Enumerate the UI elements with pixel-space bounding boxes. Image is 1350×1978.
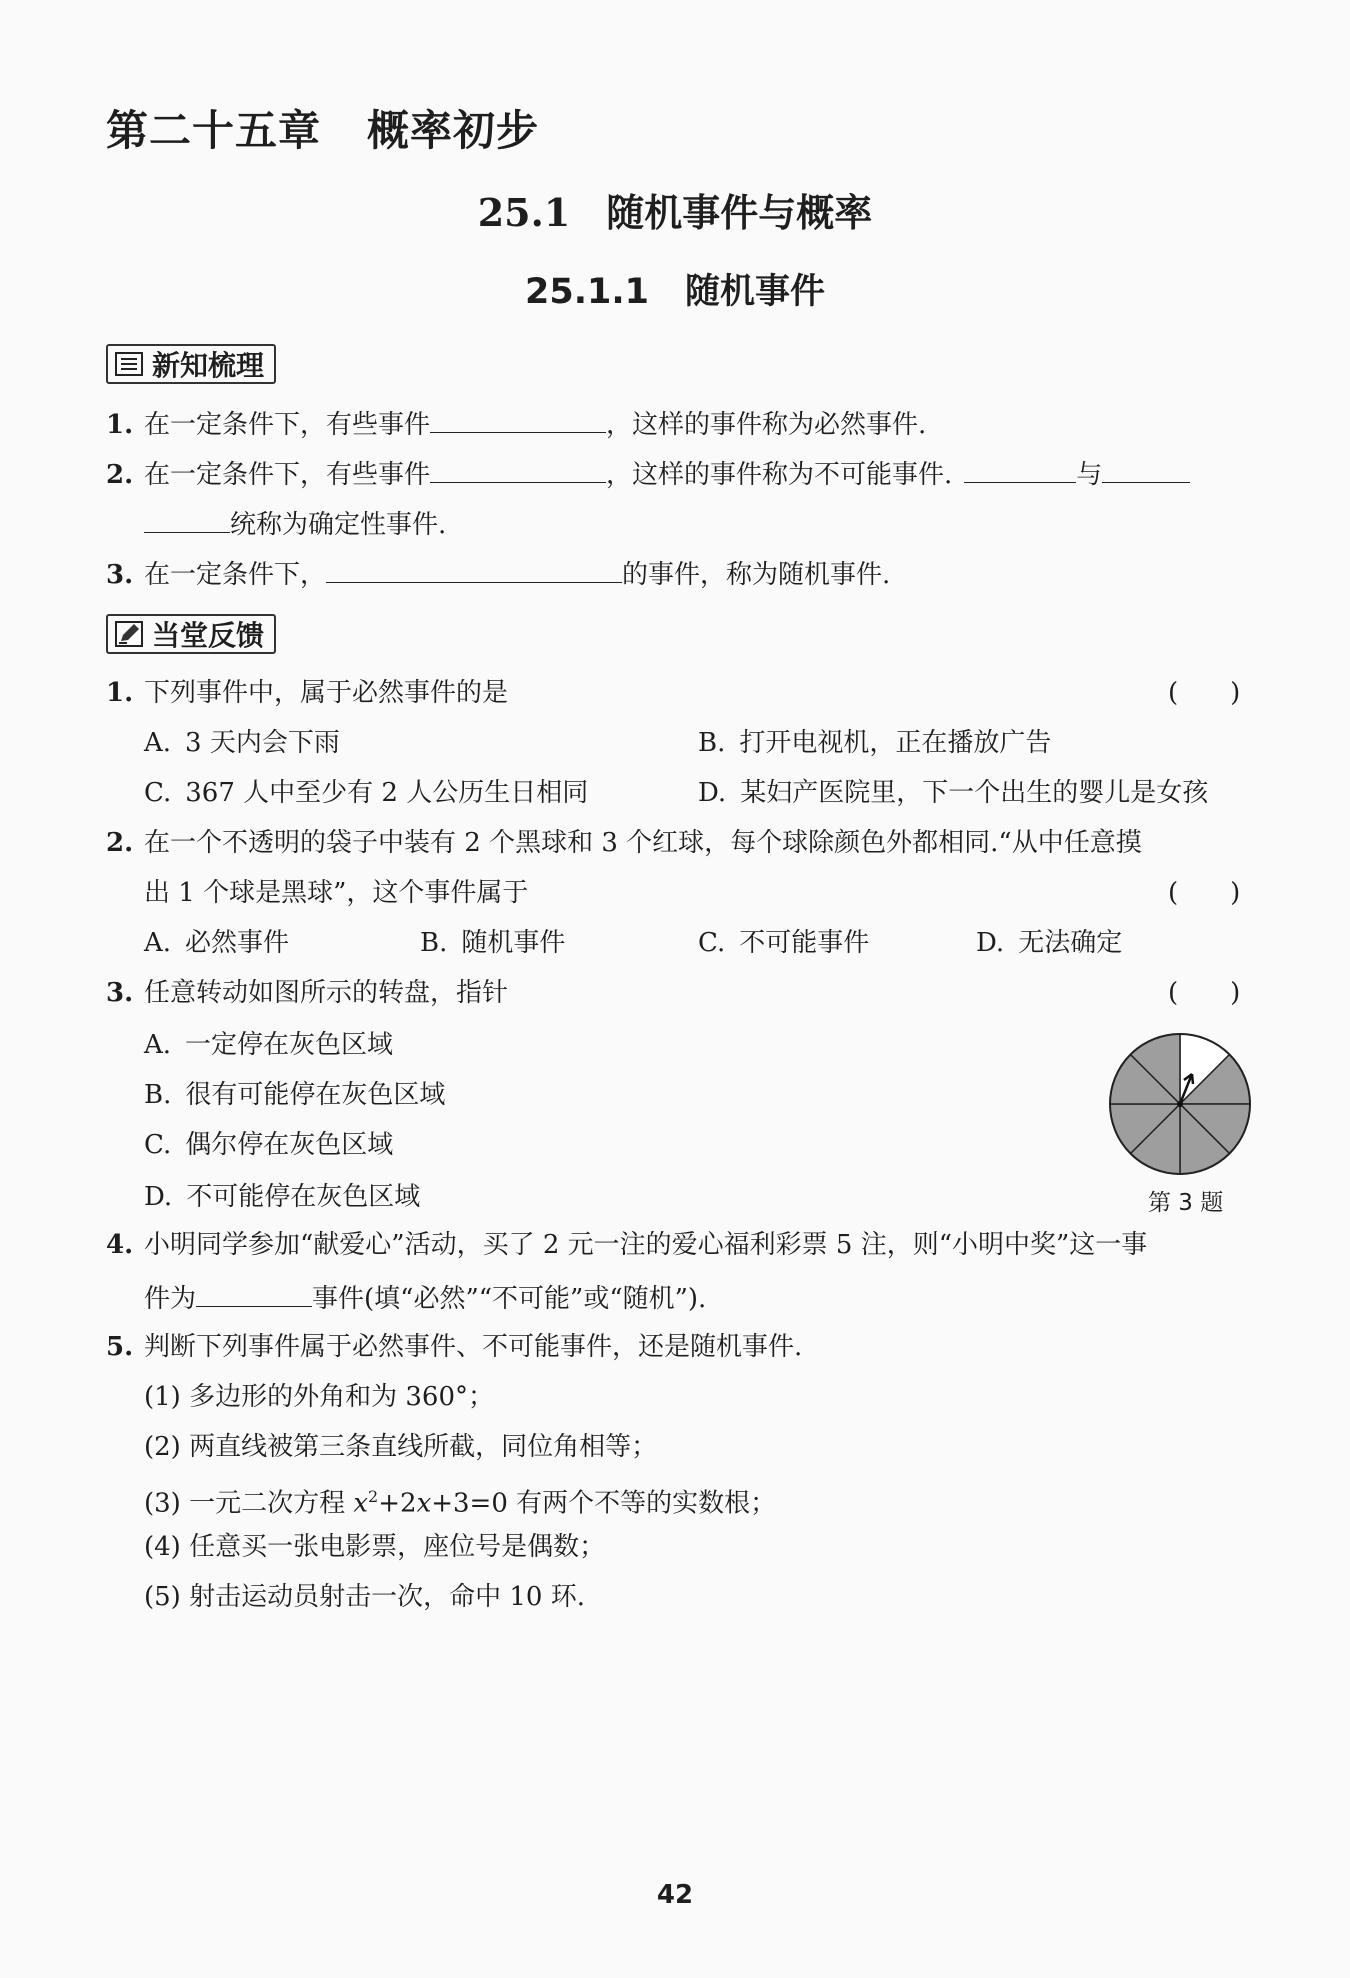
sub-question-1: (1) 多边形的外角和为 360°； (144, 1382, 495, 1412)
question-4-stem-cont: 件为 事件(填“必然”“不可能”或“随机”). (144, 1280, 706, 1316)
option-a[interactable]: A. 3 天内会下雨 (144, 728, 340, 758)
knowledge-item-3: 3. 在一定条件下， 的事件，称为随机事件. (106, 556, 890, 592)
answer-parentheses[interactable]: ( ) (1168, 678, 1241, 708)
section-badge-class-feedback: 当堂反馈 (106, 614, 276, 654)
chapter-title: 第二十五章 概率初步 (106, 106, 540, 155)
question-4-stem: 4. 小明同学参加“献爱心”活动，买了 2 元一注的爱心福利彩票 5 注，则“小明中奖”这一事 (106, 1230, 1148, 1260)
answer-blank[interactable] (430, 406, 606, 433)
answer-blank[interactable] (1102, 456, 1190, 483)
option-b[interactable]: B. 打开电视机，正在播放广告 (698, 728, 1052, 758)
option-d[interactable]: D. 某妇产医院里，下一个出生的婴儿是女孩 (698, 778, 1209, 808)
option-d[interactable]: D. 不可能停在灰色区域 (144, 1182, 421, 1212)
question-2-stem-cont: 出 1 个球是黑球”，这个事件属于 (144, 878, 529, 908)
answer-blank[interactable] (326, 556, 622, 583)
section-title: 25.1 随机事件与概率 (477, 190, 873, 235)
option-c[interactable]: C. 偶尔停在灰色区域 (144, 1130, 394, 1160)
option-a[interactable]: A. 必然事件 (144, 928, 290, 958)
answer-blank[interactable] (964, 456, 1076, 483)
page-number: 42 (656, 1880, 694, 1910)
answer-blank[interactable] (196, 1280, 312, 1307)
subsection-title: 25.1.1 随机事件 (524, 272, 826, 312)
pencil-icon (114, 620, 144, 648)
sub-question-3: (3) 一元二次方程 $x^2+2x+3=0$ 有两个不等的实数根； (144, 1487, 777, 1519)
spinner-hub (1177, 1101, 1183, 1107)
answer-parentheses[interactable]: ( ) (1168, 978, 1241, 1008)
question-5-stem: 5. 判断下列事件属于必然事件、不可能事件，还是随机事件. (106, 1332, 803, 1362)
question-3-stem: 3. 任意转动如图所示的转盘，指针 (106, 978, 509, 1008)
question-1-stem: 1. 下列事件中，属于必然事件的是 (106, 678, 509, 708)
answer-parentheses[interactable]: ( ) (1168, 878, 1241, 908)
section-badge-new-knowledge: 新知梳理 (106, 344, 276, 384)
spinner-figure (1106, 1030, 1254, 1178)
option-b[interactable]: B. 随机事件 (420, 928, 566, 958)
answer-blank[interactable] (144, 506, 230, 533)
knowledge-item-1: 1. 在一定条件下，有些事件 ，这样的事件称为必然事件. (106, 406, 926, 442)
sub-question-2: (2) 两直线被第三条直线所截，同位角相等； (144, 1432, 658, 1462)
question-2-stem: 2. 在一个不透明的袋子中装有 2 个黑球和 3 个红球，每个球除颜色外都相同.“从中任意摸 (106, 828, 1142, 858)
book-icon (114, 350, 144, 378)
option-c[interactable]: C. 367 人中至少有 2 人公历生日相同 (144, 778, 589, 808)
option-c[interactable]: C. 不可能事件 (698, 928, 870, 958)
answer-blank[interactable] (430, 456, 606, 483)
sub-question-4: (4) 任意买一张电影票，座位号是偶数； (144, 1532, 606, 1562)
option-b[interactable]: B. 很有可能停在灰色区域 (144, 1080, 446, 1110)
option-d[interactable]: D. 无法确定 (976, 928, 1123, 958)
knowledge-item-2-cont: 统称为确定性事件. (144, 506, 446, 542)
option-a[interactable]: A. 一定停在灰色区域 (144, 1030, 394, 1060)
knowledge-item-2: 2. 在一定条件下，有些事件 ，这样的事件称为不可能事件. 与 (106, 456, 1190, 492)
sub-question-5: (5) 射击运动员射击一次，命中 10 环. (144, 1582, 585, 1612)
figure-caption: 第 3 题 (1148, 1190, 1224, 1216)
